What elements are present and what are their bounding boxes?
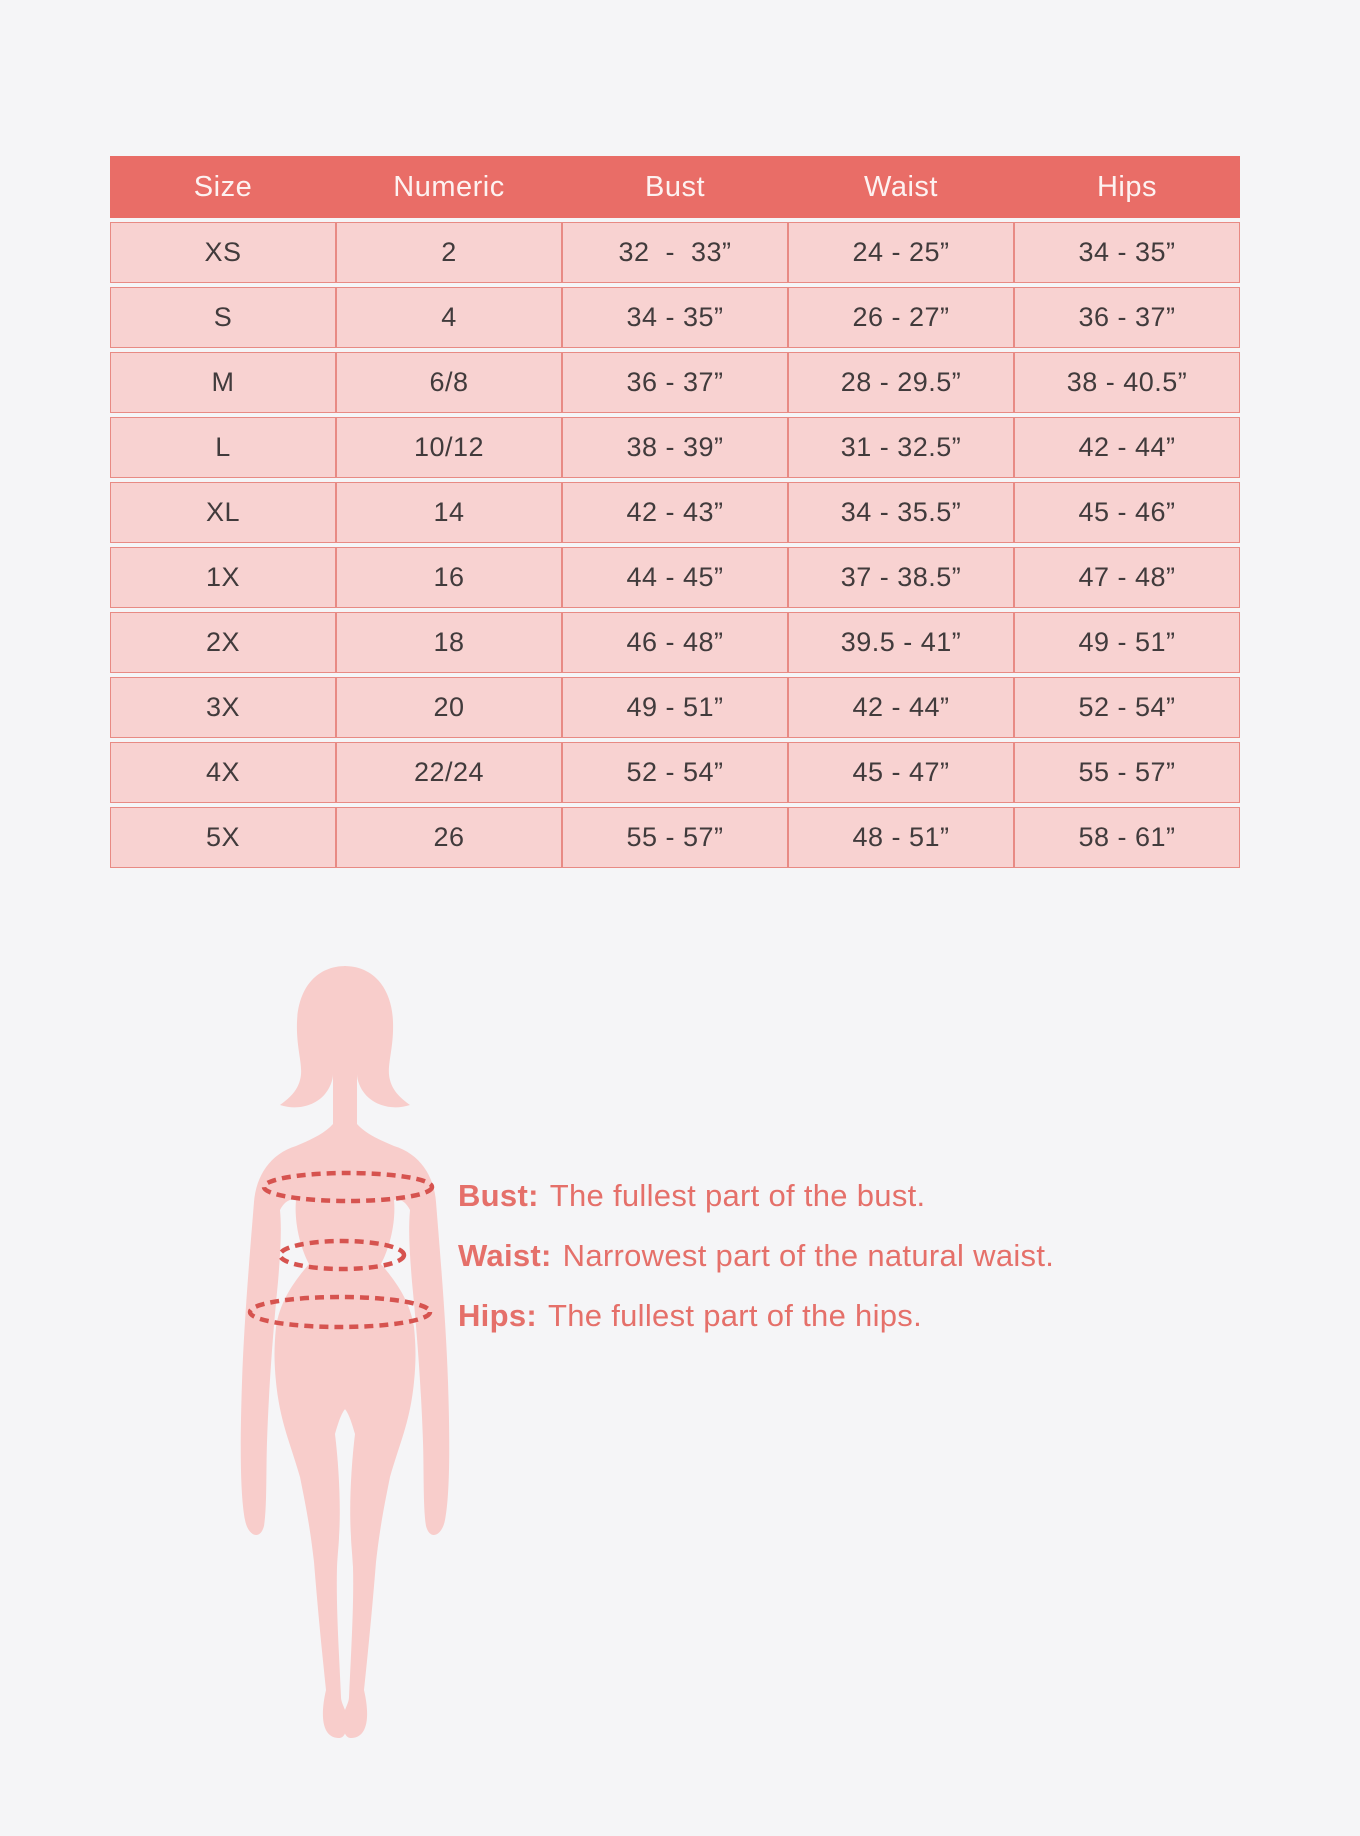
size-cell: L (110, 417, 336, 478)
bust-cell: 32 - 33” (562, 222, 788, 283)
size-cell: 5X (110, 807, 336, 868)
column-header-waist: Waist (788, 156, 1014, 218)
waist-cell: 34 - 35.5” (788, 482, 1014, 543)
bust-cell: 49 - 51” (562, 677, 788, 738)
size-cell: 1X (110, 547, 336, 608)
numeric-cell: 14 (336, 482, 562, 543)
waist-cell: 24 - 25” (788, 222, 1014, 283)
numeric-cell: 4 (336, 287, 562, 348)
bust-definition-label: Bust: (458, 1178, 539, 1213)
size-cell: 2X (110, 612, 336, 673)
column-header-bust: Bust (562, 156, 788, 218)
table-row (110, 742, 1240, 803)
size-chart-table (110, 152, 1240, 872)
table-row (110, 417, 1240, 478)
waist-cell: 39.5 - 41” (788, 612, 1014, 673)
size-cell: 4X (110, 742, 336, 803)
hips-cell: 55 - 57” (1014, 742, 1240, 803)
waist-cell: 48 - 51” (788, 807, 1014, 868)
waist-cell: 42 - 44” (788, 677, 1014, 738)
table-row (110, 677, 1240, 738)
header-row (110, 156, 1240, 218)
numeric-cell: 18 (336, 612, 562, 673)
bust-cell: 55 - 57” (562, 807, 788, 868)
numeric-cell: 6/8 (336, 352, 562, 413)
size-cell: XL (110, 482, 336, 543)
bust-cell: 52 - 54” (562, 742, 788, 803)
table-row (110, 287, 1240, 348)
bust-definition-text: The fullest part of the bust. (549, 1178, 926, 1213)
waist-definition-label: Waist: (458, 1238, 552, 1273)
table-row (110, 222, 1240, 283)
hips-definition (458, 1286, 1054, 1346)
numeric-cell: 20 (336, 677, 562, 738)
waist-cell: 26 - 27” (788, 287, 1014, 348)
female-body-silhouette-illustration (212, 962, 478, 1752)
bust-cell: 44 - 45” (562, 547, 788, 608)
bust-cell: 36 - 37” (562, 352, 788, 413)
numeric-cell: 22/24 (336, 742, 562, 803)
column-header-size: Size (110, 156, 336, 218)
table-row (110, 482, 1240, 543)
hips-cell: 58 - 61” (1014, 807, 1240, 868)
column-header-hips: Hips (1014, 156, 1240, 218)
size-cell: M (110, 352, 336, 413)
measurement-guide (458, 1166, 1054, 1346)
size-chart (110, 152, 1240, 872)
waist-cell: 31 - 32.5” (788, 417, 1014, 478)
hips-cell: 45 - 46” (1014, 482, 1240, 543)
bust-cell: 34 - 35” (562, 287, 788, 348)
table-row (110, 807, 1240, 868)
waist-cell: 45 - 47” (788, 742, 1014, 803)
numeric-cell: 2 (336, 222, 562, 283)
hips-cell: 49 - 51” (1014, 612, 1240, 673)
size-cell: XS (110, 222, 336, 283)
waist-definition (458, 1226, 1054, 1286)
size-cell: S (110, 287, 336, 348)
waist-cell: 37 - 38.5” (788, 547, 1014, 608)
bust-cell: 38 - 39” (562, 417, 788, 478)
bust-definition (458, 1166, 1054, 1226)
numeric-cell: 26 (336, 807, 562, 868)
size-cell: 3X (110, 677, 336, 738)
numeric-cell: 10/12 (336, 417, 562, 478)
hips-cell: 47 - 48” (1014, 547, 1240, 608)
hips-definition-label: Hips: (458, 1298, 537, 1333)
hips-cell: 34 - 35” (1014, 222, 1240, 283)
table-row (110, 547, 1240, 608)
bust-cell: 46 - 48” (562, 612, 788, 673)
hips-cell: 42 - 44” (1014, 417, 1240, 478)
column-header-numeric: Numeric (336, 156, 562, 218)
table-row (110, 612, 1240, 673)
hips-cell: 36 - 37” (1014, 287, 1240, 348)
hips-cell: 52 - 54” (1014, 677, 1240, 738)
waist-definition-text: Narrowest part of the natural waist. (562, 1238, 1055, 1273)
bust-cell: 42 - 43” (562, 482, 788, 543)
waist-cell: 28 - 29.5” (788, 352, 1014, 413)
numeric-cell: 16 (336, 547, 562, 608)
hips-definition-text: The fullest part of the hips. (548, 1298, 923, 1333)
female-figure (241, 966, 449, 1738)
hips-cell: 38 - 40.5” (1014, 352, 1240, 413)
table-row (110, 352, 1240, 413)
